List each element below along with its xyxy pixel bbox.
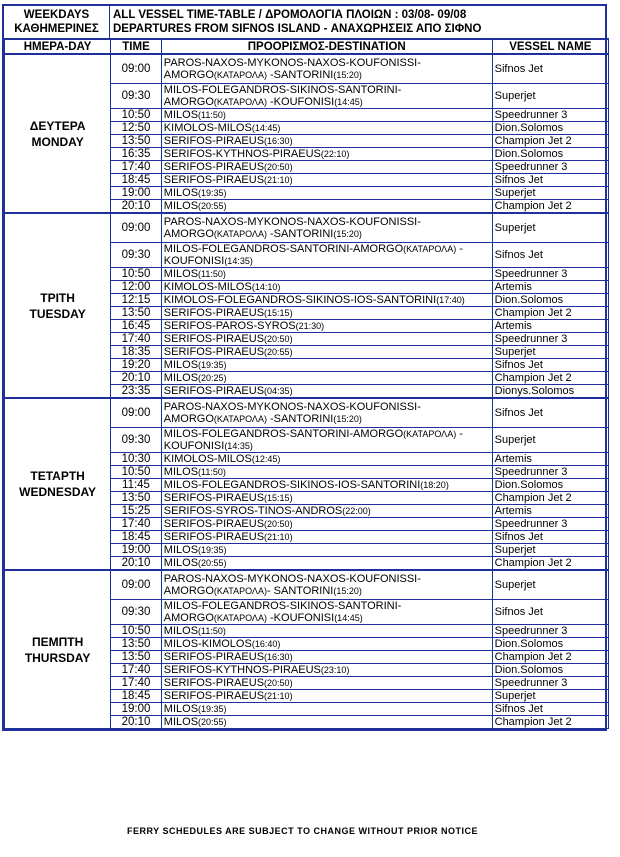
departure-time: 09:00 xyxy=(111,54,162,84)
destination-cell xyxy=(161,453,492,466)
destination-cell xyxy=(161,200,492,214)
destination-note2: (ΚΑΤΑΡΟΛΑ) xyxy=(213,229,267,239)
departure-time: 09:00 xyxy=(111,398,162,428)
vessel-name: Champion Jet 2 xyxy=(492,135,608,148)
destination-dest: MILOS-FOLEGANDROS-SIKINOS-IOS-SANTORINI xyxy=(163,479,421,491)
departure-time: 23:35 xyxy=(111,385,162,399)
destination-dest2b: -KOUFONISI xyxy=(266,96,335,108)
departure-time: 18:45 xyxy=(111,690,162,703)
destination-cell xyxy=(161,109,492,122)
vessel-name: Artemis xyxy=(492,320,608,333)
departure-time: 13:50 xyxy=(111,638,162,651)
destination-cell xyxy=(161,570,492,600)
destination-cell xyxy=(161,320,492,333)
departure-time: 17:40 xyxy=(111,161,162,174)
table-row xyxy=(5,398,609,428)
departure-time: 19:00 xyxy=(111,187,162,200)
destination-dest: PAROS-NAXOS-MYKONOS-NAXOS-KOUFONISSI- xyxy=(163,401,421,413)
destination-note2: (ΚΑΤΑΡΟΛΑ) xyxy=(213,613,267,623)
vessel-name: Speedrunner 3 xyxy=(492,109,608,122)
arrival-time: (16:30) xyxy=(264,652,293,662)
vessel-name: Dion.Solomos xyxy=(492,294,608,307)
destination-cell xyxy=(161,174,492,187)
destination-dest: PAROS-NAXOS-MYKONOS-NAXOS-KOUFONISSI- xyxy=(163,573,421,585)
arrival-time: (04:35) xyxy=(264,386,293,396)
arrival-time: (20:50) xyxy=(264,519,293,529)
destination-dest: SERIFOS-PIRAEUS xyxy=(163,677,265,689)
arrival-time: (22:10) xyxy=(320,149,350,159)
destination-dest2: AMORGO xyxy=(163,612,214,624)
destination-cell xyxy=(161,372,492,385)
destination-dest: KIMOLOS-MILOS xyxy=(163,453,252,465)
departure-time: 09:30 xyxy=(111,600,162,625)
arrival-time: (11:50) xyxy=(198,626,226,636)
table-row xyxy=(5,213,609,243)
destination-dest2b: -KOUFONISI xyxy=(266,612,335,624)
vessel-name: Sifnos Jet xyxy=(492,531,608,544)
vessel-name: Speedrunner 3 xyxy=(492,518,608,531)
vessel-name: Artemis xyxy=(492,505,608,518)
destination-cell xyxy=(161,479,492,492)
departure-time: 20:10 xyxy=(111,372,162,385)
destination-dest: MILOS-FOLEGANDROS-SANTORINI-AMORGO xyxy=(163,428,404,440)
column-header-destination: ΠΡΟΟΡΙΣΜΟΣ-DESTINATION xyxy=(161,39,492,54)
destination-dest: MILOS-FOLEGANDROS-SIKINOS-SANTORINI- xyxy=(163,84,402,96)
vessel-name: Artemis xyxy=(492,453,608,466)
vessel-name: Dion.Solomos xyxy=(492,122,608,135)
arrival-time: (14:45) xyxy=(334,613,363,623)
destination-dest: MILOS xyxy=(163,716,199,728)
arrival-time: (17:40) xyxy=(436,295,465,305)
day-section xyxy=(5,398,609,570)
destination-note2: (ΚΑΤΑΡΟΛΑ) xyxy=(213,414,267,424)
day-name-greek: ΠΕΜΠΤΗ xyxy=(31,634,84,649)
arrival-time: (15:20) xyxy=(333,586,362,596)
destination-cell xyxy=(161,544,492,557)
destination-cell xyxy=(161,281,492,294)
departure-time: 09:00 xyxy=(111,570,162,600)
departure-time: 20:10 xyxy=(111,716,162,729)
destination-cell xyxy=(161,84,492,109)
departure-time: 19:00 xyxy=(111,544,162,557)
destination-dest: SERIFOS-PAROS-SYROS xyxy=(163,320,296,332)
arrival-time: (23:10) xyxy=(320,665,350,675)
destination-dest: SERIFOS-KYTHNOS-PIRAEUS xyxy=(163,148,321,160)
departure-time: 13:50 xyxy=(111,307,162,320)
destination-dest: KIMOLOS-MILOS xyxy=(163,122,252,134)
arrival-time: (15:15) xyxy=(264,493,293,503)
departure-time: 09:30 xyxy=(111,428,162,453)
day-label xyxy=(5,570,111,729)
departure-time: 10:50 xyxy=(111,268,162,281)
destination-cell xyxy=(161,122,492,135)
vessel-name: Speedrunner 3 xyxy=(492,625,608,638)
arrival-time: (14:45) xyxy=(251,123,281,133)
departure-time: 19:20 xyxy=(111,359,162,372)
destination-dest1b: - xyxy=(456,428,463,440)
destination-dest: SERIFOS-PIRAEUS xyxy=(163,690,265,702)
arrival-time: (14:35) xyxy=(224,256,253,266)
destination-dest2: AMORGO xyxy=(163,228,214,240)
departure-time: 12:15 xyxy=(111,294,162,307)
departure-time: 12:00 xyxy=(111,281,162,294)
arrival-time: (14:10) xyxy=(251,282,281,292)
destination-cell xyxy=(161,307,492,320)
destination-note2: (ΚΑΤΑΡΟΛΑ) xyxy=(213,70,267,80)
destination-cell xyxy=(161,638,492,651)
day-name-greek: ΤΕΤΑΡΤΗ xyxy=(30,469,85,483)
destination-dest: MILOS xyxy=(163,544,199,556)
arrival-time: (21:10) xyxy=(264,691,293,701)
destination-cell xyxy=(161,492,492,505)
weekdays-label-en: WEEKDAYS xyxy=(23,9,90,21)
vessel-name: Dion.Solomos xyxy=(492,148,608,161)
departure-time: 10:50 xyxy=(111,466,162,479)
vessel-name: Dion.Solomos xyxy=(492,479,608,492)
timetable-page xyxy=(2,4,607,731)
vessel-name: Superjet xyxy=(492,544,608,557)
destination-dest: SERIFOS-PIRAEUS xyxy=(163,531,265,543)
arrival-time: (21:30) xyxy=(295,321,325,331)
vessel-name: Champion Jet 2 xyxy=(492,307,608,320)
destination-cell xyxy=(161,466,492,479)
column-header-row xyxy=(5,39,609,54)
destination-cell xyxy=(161,557,492,571)
destination-cell xyxy=(161,268,492,281)
destination-dest: MILOS xyxy=(163,268,199,280)
destination-dest: SERIFOS-PIRAEUS xyxy=(163,346,265,358)
destination-dest: PAROS-NAXOS-MYKONOS-NAXOS-KOUFONISSI- xyxy=(163,216,421,228)
destination-cell xyxy=(161,677,492,690)
day-section xyxy=(5,54,609,213)
day-section xyxy=(5,570,609,729)
destination-cell xyxy=(161,385,492,399)
destination-cell xyxy=(161,243,492,268)
destination-cell xyxy=(161,518,492,531)
vessel-name: Superjet xyxy=(492,690,608,703)
departure-time: 19:00 xyxy=(111,703,162,716)
departure-time: 15:25 xyxy=(111,505,162,518)
destination-dest: SERIFOS-PIRAEUS xyxy=(163,492,265,504)
arrival-time: (15:20) xyxy=(333,70,362,80)
destination-dest: KIMOLOS-FOLEGANDROS-SIKINOS-IOS-SANTORINI xyxy=(163,294,437,306)
vessel-name: Sifnos Jet xyxy=(492,359,608,372)
departure-time: 18:45 xyxy=(111,174,162,187)
footer-notice: FERRY SCHEDULES ARE SUBJECT TO CHANGE WITHOUT PRIOR NOTICE xyxy=(126,826,479,836)
vessel-name: Speedrunner 3 xyxy=(492,677,608,690)
destination-dest: PAROS-NAXOS-MYKONOS-NAXOS-KOUFONISSI- xyxy=(163,57,421,69)
destination-note2: (ΚΑΤΑΡΟΛΑ) xyxy=(213,97,267,107)
destination-note1: (ΚΑΤΑΡΟΛΑ) xyxy=(403,429,457,439)
departure-time: 20:10 xyxy=(111,200,162,214)
departure-time: 10:50 xyxy=(111,109,162,122)
arrival-time: (20:50) xyxy=(264,678,293,688)
destination-dest: MILOS xyxy=(163,359,199,371)
destination-dest: MILOS xyxy=(163,466,199,478)
vessel-name: Champion Jet 2 xyxy=(492,372,608,385)
departure-time: 18:45 xyxy=(111,531,162,544)
arrival-time: (19:35) xyxy=(198,360,227,370)
vessel-name: Superjet xyxy=(492,570,608,600)
vessel-name: Sifnos Jet xyxy=(492,54,608,84)
vessel-name: Champion Jet 2 xyxy=(492,651,608,664)
destination-cell xyxy=(161,690,492,703)
vessel-name: Superjet xyxy=(492,187,608,200)
weekdays-label-gr: ΚΑΘΗΜΕΡΙΝΕΣ xyxy=(14,23,99,35)
vessel-name: Artemis xyxy=(492,281,608,294)
arrival-time: (19:35) xyxy=(198,704,227,714)
vessel-name: Speedrunner 3 xyxy=(492,268,608,281)
arrival-time: (15:20) xyxy=(333,414,362,424)
destination-dest2: AMORGO xyxy=(163,96,214,108)
destination-cell xyxy=(161,531,492,544)
vessel-name: Sifnos Jet xyxy=(492,174,608,187)
vessel-name: Champion Jet 2 xyxy=(492,200,608,214)
vessel-name: Speedrunner 3 xyxy=(492,161,608,174)
arrival-time: (20:55) xyxy=(198,201,227,211)
arrival-time: (20:55) xyxy=(198,558,227,568)
day-section xyxy=(5,213,609,398)
departure-time: 20:10 xyxy=(111,557,162,571)
destination-dest: SERIFOS-PIRAEUS xyxy=(163,333,265,345)
departure-time: 16:35 xyxy=(111,148,162,161)
arrival-time: (15:20) xyxy=(333,229,362,239)
destination-note2: (ΚΑΤΑΡΟΛΑ) xyxy=(213,586,267,596)
departure-time: 09:00 xyxy=(111,213,162,243)
vessel-name: Superjet xyxy=(492,84,608,109)
destination-cell xyxy=(161,428,492,453)
destination-dest2b: - SANTORINI xyxy=(266,585,334,597)
destination-cell xyxy=(161,716,492,729)
arrival-time: (21:10) xyxy=(264,532,293,542)
vessel-name: Dionys.Solomos xyxy=(492,385,608,399)
destination-cell xyxy=(161,505,492,518)
destination-dest: MILOS xyxy=(163,187,199,199)
column-header-day: ΗΜΕΡΑ-DAY xyxy=(5,39,111,54)
destination-cell xyxy=(161,651,492,664)
timetable-title xyxy=(110,6,605,38)
destination-cell xyxy=(161,294,492,307)
destination-cell xyxy=(161,346,492,359)
vessel-name: Sifnos Jet xyxy=(492,398,608,428)
arrival-time: (16:30) xyxy=(264,136,293,146)
timetable-header xyxy=(2,4,607,38)
departure-time: 17:40 xyxy=(111,677,162,690)
destination-dest2: AMORGO xyxy=(163,69,214,81)
arrival-time: (11:50) xyxy=(198,467,226,477)
timetable-title-line1: ALL VESSEL TIME-TABLE / ΔΡΟΜΟΛΟΓΙΑ ΠΛΟΙΩΝ : 03/08- 09/08 xyxy=(113,9,467,21)
destination-dest2b: -SANTORINI xyxy=(266,69,334,81)
day-name-greek: ΤΡΙΤΗ xyxy=(40,290,75,305)
day-label xyxy=(5,54,111,213)
arrival-time: (14:35) xyxy=(224,441,253,451)
destination-note1: (ΚΑΤΑΡΟΛΑ) xyxy=(403,244,457,254)
destination-dest: SERIFOS-PIRAEUS xyxy=(163,518,265,530)
destination-cell xyxy=(161,213,492,243)
destination-dest: MILOS-FOLEGANDROS-SIKINOS-SANTORINI- xyxy=(163,600,402,612)
destination-dest: KIMOLOS-MILOS xyxy=(163,281,252,293)
destination-dest: SERIFOS-SYROS-TINOS-ANDROS xyxy=(163,505,343,517)
arrival-time: (19:35) xyxy=(198,188,227,198)
vessel-name: Superjet xyxy=(492,213,608,243)
vessel-name: Champion Jet 2 xyxy=(492,557,608,571)
vessel-name: Speedrunner 3 xyxy=(492,466,608,479)
destination-dest2b: -SANTORINI xyxy=(266,413,334,425)
column-header-vessel: VESSEL NAME xyxy=(492,39,608,54)
day-name-greek: ΔΕΥΤΕΡΑ xyxy=(29,118,86,133)
vessel-name: Superjet xyxy=(492,346,608,359)
departure-time: 17:40 xyxy=(111,664,162,677)
departure-time: 13:50 xyxy=(111,492,162,505)
vessel-name: Sifnos Jet xyxy=(492,703,608,716)
destination-cell xyxy=(161,359,492,372)
schedule-table xyxy=(4,38,609,729)
table-row xyxy=(5,570,609,600)
destination-dest: SERIFOS-PIRAEUS xyxy=(163,174,265,186)
weekdays-label xyxy=(4,6,110,38)
destination-dest: SERIFOS-PIRAEUS xyxy=(163,135,265,147)
vessel-name: Dion.Solomos xyxy=(492,664,608,677)
destination-cell xyxy=(161,398,492,428)
destination-dest: SERIFOS-PIRAEUS xyxy=(163,651,265,663)
destination-dest2: KOUFONISI xyxy=(163,255,225,267)
destination-dest: SERIFOS-PIRAEUS xyxy=(163,161,265,173)
timetable-title-line2: DEPARTURES FROM SIFNOS ISLAND - ΑΝΑΧΩΡΗΣΕΙΣ ΑΠΟ ΣΙΦΝΟ xyxy=(113,23,482,35)
day-label xyxy=(5,398,111,570)
destination-dest2: AMORGO xyxy=(163,585,214,597)
destination-dest: MILOS xyxy=(163,372,199,384)
vessel-name: Superjet xyxy=(492,428,608,453)
departure-time: 18:35 xyxy=(111,346,162,359)
destination-cell xyxy=(161,664,492,677)
destination-cell xyxy=(161,703,492,716)
day-label xyxy=(5,213,111,398)
vessel-name: Sifnos Jet xyxy=(492,600,608,625)
arrival-time: (20:55) xyxy=(264,347,293,357)
departure-time: 09:30 xyxy=(111,243,162,268)
destination-dest1b: - xyxy=(456,243,463,255)
day-name-english: THURSDAY xyxy=(24,650,91,665)
destination-dest: SERIFOS-PIRAEUS xyxy=(163,307,265,319)
destination-cell xyxy=(161,625,492,638)
departure-time: 10:30 xyxy=(111,453,162,466)
arrival-time: (15:15) xyxy=(264,308,293,318)
vessel-name: Champion Jet 2 xyxy=(492,492,608,505)
vessel-name: Sifnos Jet xyxy=(492,243,608,268)
arrival-time: (20:55) xyxy=(198,717,227,727)
departure-time: 10:50 xyxy=(111,625,162,638)
destination-dest: MILOS-FOLEGANDROS-SANTORINI-AMORGO xyxy=(163,243,404,255)
destination-cell xyxy=(161,600,492,625)
departure-time: 09:30 xyxy=(111,84,162,109)
arrival-time: (19:35) xyxy=(198,545,227,555)
destination-dest2: AMORGO xyxy=(163,413,214,425)
destination-dest: SERIFOS-KYTHNOS-PIRAEUS xyxy=(163,664,321,676)
arrival-time: (14:45) xyxy=(334,97,363,107)
arrival-time: (11:50) xyxy=(198,110,226,120)
column-header-time: TIME xyxy=(111,39,162,54)
arrival-time: (11:50) xyxy=(198,269,226,279)
departure-time: 17:40 xyxy=(111,333,162,346)
day-name-english: MONDAY xyxy=(31,134,84,149)
day-name-english: TUESDAY xyxy=(29,306,86,321)
arrival-time: (20:50) xyxy=(264,162,293,172)
destination-cell xyxy=(161,148,492,161)
destination-dest: MILOS xyxy=(163,557,199,569)
day-name-english: WEDNESDAY xyxy=(19,485,97,499)
departure-time: 12:50 xyxy=(111,122,162,135)
vessel-name: Champion Jet 2 xyxy=(492,716,608,729)
arrival-time: (21:10) xyxy=(264,175,293,185)
destination-dest: MILOS-KIMOLOS xyxy=(163,638,252,650)
destination-dest: MILOS xyxy=(163,200,199,212)
destination-cell xyxy=(161,54,492,84)
table-row xyxy=(5,54,609,84)
destination-cell xyxy=(161,135,492,148)
arrival-time: (22:00) xyxy=(342,506,371,516)
arrival-time: (18:20) xyxy=(420,480,449,490)
arrival-time: (20:50) xyxy=(264,334,293,344)
destination-cell xyxy=(161,333,492,346)
destination-dest: MILOS xyxy=(163,109,199,121)
destination-cell xyxy=(161,187,492,200)
destination-dest: SERIFOS-PIRAEUS xyxy=(163,385,265,397)
destination-dest: MILOS xyxy=(163,625,199,637)
arrival-time: (20:25) xyxy=(198,373,227,383)
departure-time: 17:40 xyxy=(111,518,162,531)
departure-time: 16:45 xyxy=(111,320,162,333)
vessel-name: Speedrunner 3 xyxy=(492,333,608,346)
arrival-time: (16:40) xyxy=(251,639,281,649)
departure-time: 11:45 xyxy=(111,479,162,492)
arrival-time: (12:45) xyxy=(251,454,281,464)
vessel-name: Dion.Solomos xyxy=(492,638,608,651)
departure-time: 13:50 xyxy=(111,135,162,148)
destination-dest: MILOS xyxy=(163,703,199,715)
destination-dest2b: -SANTORINI xyxy=(266,228,334,240)
destination-dest2: KOUFONISI xyxy=(163,440,225,452)
destination-cell xyxy=(161,161,492,174)
departure-time: 13:50 xyxy=(111,651,162,664)
